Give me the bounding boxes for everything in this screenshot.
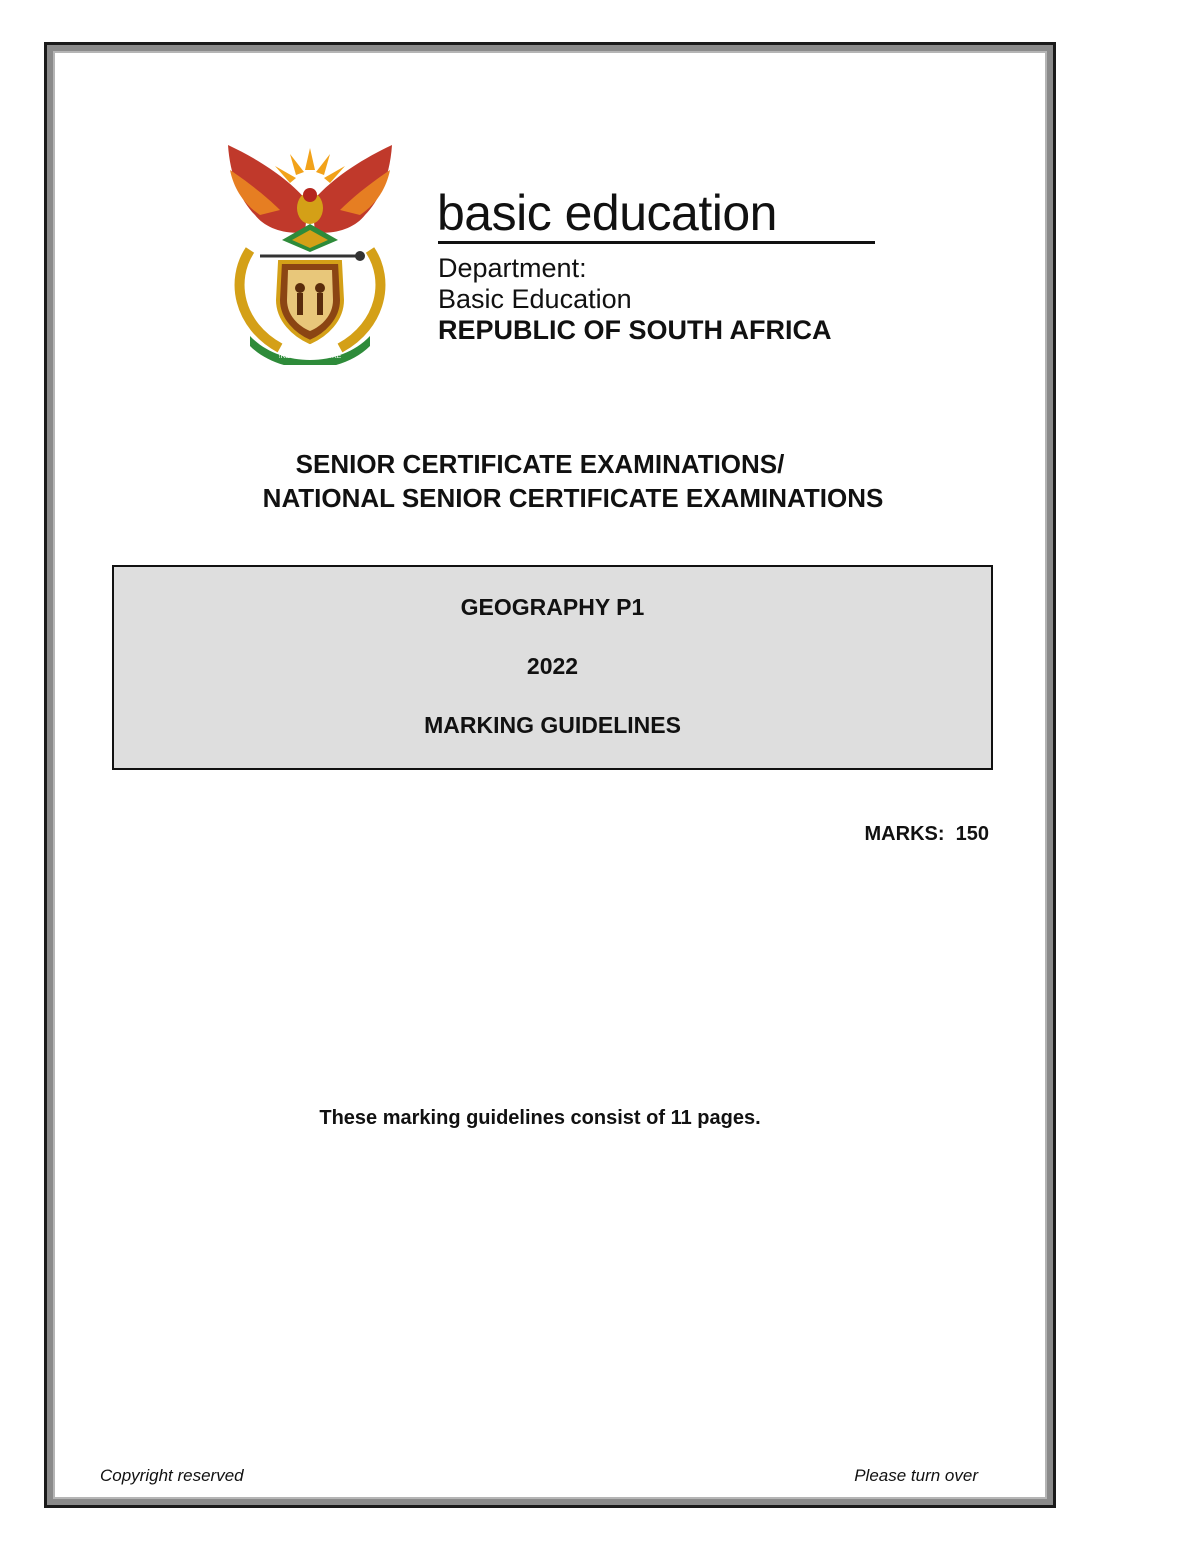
department-label: Department: [438,253,587,283]
coat-of-arms-icon [220,140,400,365]
page-count-note: These marking guidelines consist of 11 pages. [319,1107,761,1129]
subject-title: GEOGRAPHY P1 [460,594,645,620]
exam-title-line-1: SENIOR CERTIFICATE EXAMINATIONS/ [295,449,785,479]
brand-divider [438,241,875,244]
country-name: REPUBLIC OF SOUTH AFRICA [438,315,832,345]
department-name: Basic Education [438,284,632,314]
crest-motto: !KE E: /XARRA //KE [278,353,342,360]
brand-title: basic education [437,185,777,241]
footer-copyright: Copyright reserved [100,1466,244,1485]
document-type: MARKING GUIDELINES [424,712,681,738]
subject-box [112,565,993,770]
exam-year: 2022 [526,653,579,679]
footer-turn-over: Please turn over [854,1466,978,1485]
marks-total: MARKS: 150 [864,823,989,845]
exam-title-line-2: NATIONAL SENIOR CERTIFICATE EXAMINATIONS [262,483,884,513]
